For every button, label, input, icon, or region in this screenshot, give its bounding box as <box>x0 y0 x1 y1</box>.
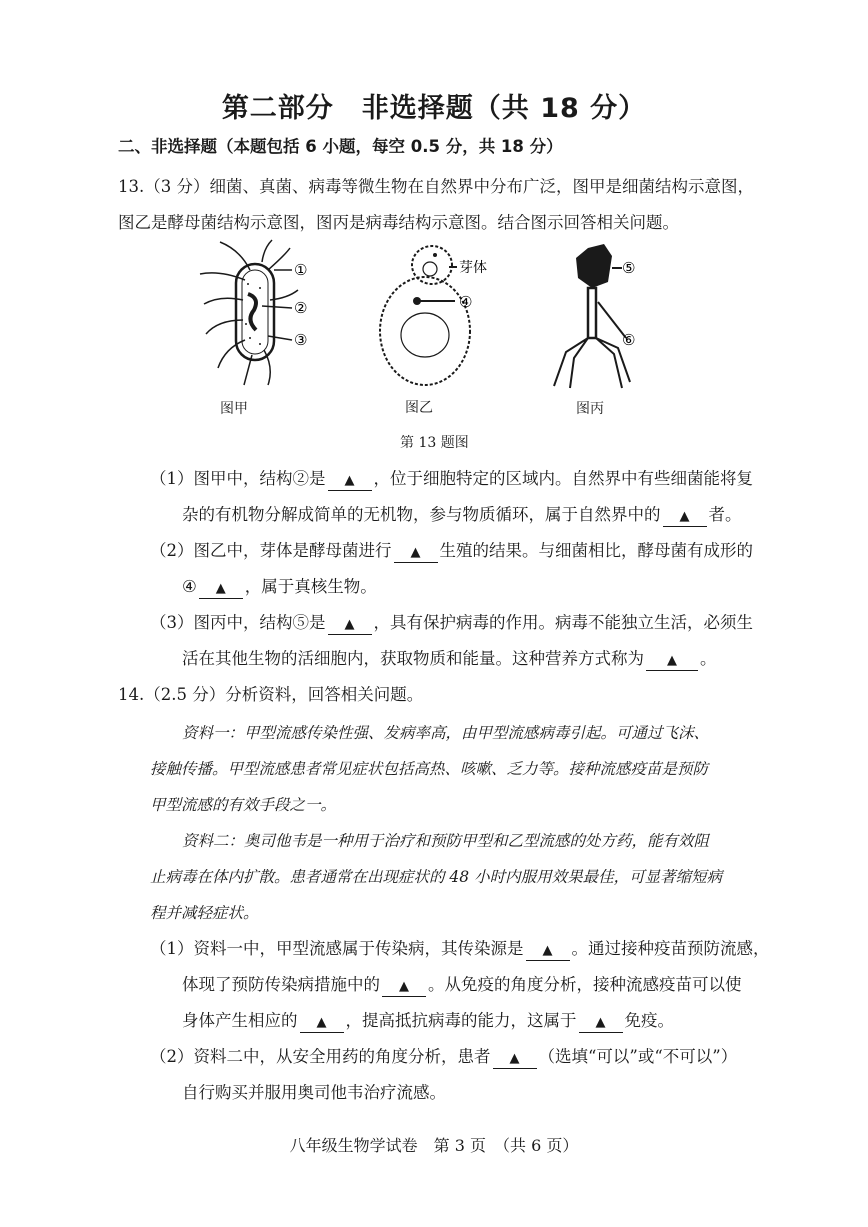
answer-blank[interactable]: ▲ <box>646 652 698 671</box>
q13-p3-text-a: （3）图丙中，结构⑤是 <box>150 613 326 632</box>
q14-title: 14.（2.5 分）分析资料，回答相关问题。 <box>118 685 424 704</box>
q14-p1-text-b: 。通过接种疫苗预防流感， <box>571 939 770 958</box>
q13-p2-text-a: （2）图乙中，芽体是酵母菌进行 <box>150 541 392 560</box>
q13-p3-text-b: ，具有保护病毒的作用。病毒不能独立生活，必须生 <box>373 613 753 632</box>
material-1-line1: 资料一：甲型流感传染性强、发病率高，由甲型流感病毒引起。可通过飞沫、 <box>182 724 710 742</box>
section-title: 二、非选择题（本题包括 6 小题，每空 0.5 分，共 18 分） <box>118 137 563 156</box>
q13-part3-line2 <box>182 648 717 671</box>
material-1-line2: 接触传播。甲型流感患者常见症状包括高热、咳嗽、乏力等。接种流感疫苗是预防 <box>150 760 709 778</box>
material-2-line1: 资料二：奥司他韦是一种用于治疗和预防甲型和乙型流感的处方药，能有效阻 <box>182 832 710 850</box>
figure-jia-label: 图甲 <box>220 401 248 417</box>
q13-p3-text-d: 。 <box>700 649 717 668</box>
q13-part2-line1 <box>150 540 753 563</box>
answer-blank[interactable]: ▲ <box>328 472 372 491</box>
answer-blank[interactable]: ▲ <box>526 942 570 961</box>
q14-part1-line3 <box>182 1010 674 1033</box>
phage-diagram <box>548 242 668 392</box>
q14-part1-line1 <box>150 938 770 961</box>
q13-p1-text-b: ，位于细胞特定的区域内。自然界中有些细菌能将复 <box>373 469 753 488</box>
figure-caption: 第 13 题图 <box>400 435 469 451</box>
marker-5: ⑤ <box>622 259 636 277</box>
q13-p2-text-b: 生殖的结果。与细菌相比，酵母菌有成形的 <box>439 541 753 560</box>
material-1-line3: 甲型流感的有效手段之一。 <box>150 796 337 814</box>
bud-label: 芽体 <box>459 260 487 276</box>
q14-p2-text-b: （选填“可以”或“不可以”） <box>538 1047 738 1066</box>
q14-p1-text-d: 。从免疫的角度分析，接种流感疫苗可以使 <box>428 975 742 994</box>
marker-6: ⑥ <box>622 331 636 349</box>
marker-3: ③ <box>294 331 308 349</box>
q14-part2-line1 <box>150 1046 737 1069</box>
part-heading: 第二部分 非选择题（共 18 分） <box>221 93 647 124</box>
answer-blank[interactable]: ▲ <box>663 508 707 527</box>
answer-blank[interactable]: ▲ <box>394 544 438 563</box>
answer-blank[interactable]: ▲ <box>382 978 426 997</box>
q13-stem-line-1: 13.（3 分）细菌、真菌、病毒等微生物在自然界中分布广泛，图甲是细菌结构示意图， <box>118 177 754 196</box>
answer-blank[interactable]: ▲ <box>579 1014 623 1033</box>
yeast-diagram <box>375 243 495 393</box>
q14-part1-line2 <box>182 974 742 997</box>
q13-p1-text-a: （1）图甲中，结构②是 <box>150 469 326 488</box>
q14-p1-text-e: 身体产生相应的 <box>182 1011 298 1030</box>
material-2-line3: 程并减轻症状。 <box>150 904 259 922</box>
q13-stem-line-2: 图乙是酵母菌结构示意图，图丙是病毒结构示意图。结合图示回答相关问题。 <box>118 213 679 232</box>
q13-p2-text-d: ，属于真核生物。 <box>244 577 377 596</box>
answer-blank[interactable]: ▲ <box>493 1050 537 1069</box>
q13-p3-text-c: 活在其他生物的活细胞内，获取物质和能量。这种营养方式称为 <box>182 649 644 668</box>
marker-1: ① <box>294 261 308 279</box>
q14-p1-text-f: ，提高抵抗病毒的能力，这属于 <box>345 1011 577 1030</box>
q14-p1-text-g: 免疫。 <box>624 1011 674 1030</box>
marker-4: ④ <box>459 293 473 311</box>
figure-bing-label: 图丙 <box>576 401 604 417</box>
q13-p2-text-c: ④ <box>182 577 197 596</box>
answer-blank[interactable]: ▲ <box>199 580 243 599</box>
q13-part2-line2 <box>182 576 377 599</box>
q13-p1-text-c: 杂的有机物分解成简单的无机物，参与物质循环，属于自然界中的 <box>182 505 661 524</box>
page-footer: 八年级生物学试卷 第 3 页 （共 6 页） <box>289 1136 579 1155</box>
q13-p1-text-d: 者。 <box>708 505 742 524</box>
figure-yi-label: 图乙 <box>405 400 433 416</box>
material-2-line2: 止病毒在体内扩散。患者通常在出现症状的 48 小时内服用效果最佳，可显著缩短病 <box>150 868 723 886</box>
bacterium-diagram <box>190 240 330 385</box>
q14-p1-text-c: 体现了预防传染病措施中的 <box>182 975 380 994</box>
marker-2: ② <box>294 299 308 317</box>
q14-p2-text-a: （2）资料二中，从安全用药的角度分析，患者 <box>150 1047 491 1066</box>
q14-part2-line2: 自行购买并服用奥司他韦治疗流感。 <box>182 1083 446 1102</box>
answer-blank[interactable]: ▲ <box>328 616 372 635</box>
q14-p1-text-a: （1）资料一中，甲型流感属于传染病，其传染源是 <box>150 939 524 958</box>
q13-part1-line1 <box>150 468 753 491</box>
q13-part1-line2 <box>182 504 742 527</box>
q13-part3-line1 <box>150 612 753 635</box>
answer-blank[interactable]: ▲ <box>300 1014 344 1033</box>
